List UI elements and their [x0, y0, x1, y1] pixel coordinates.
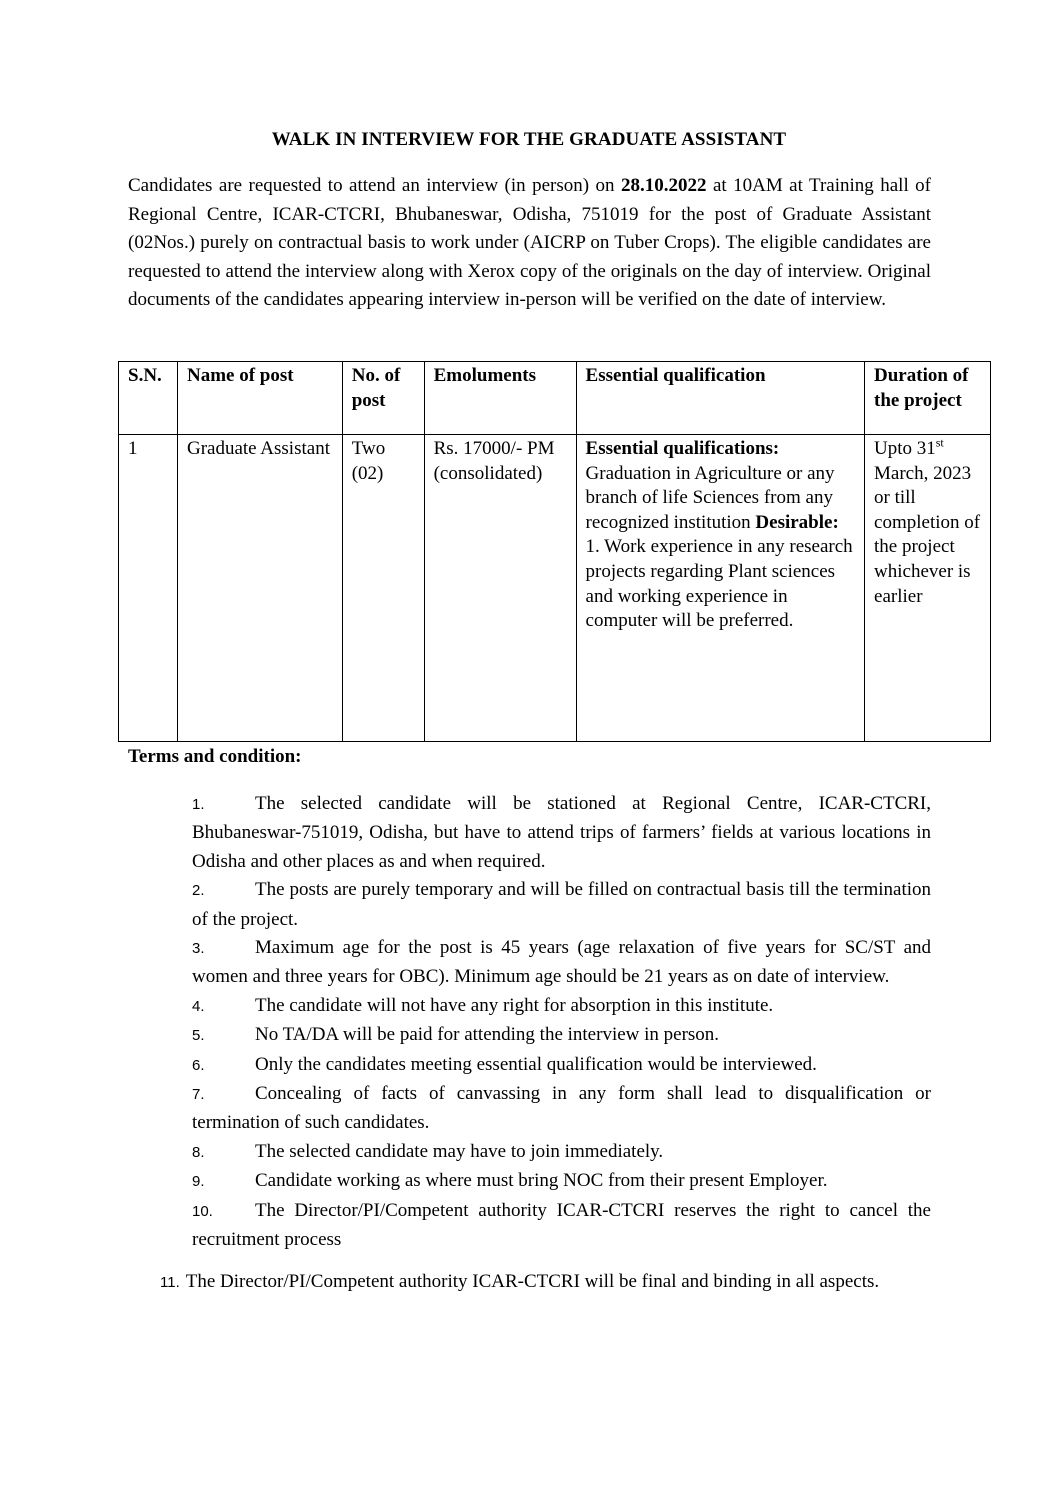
intro-text-1: Candidates are requested to attend an interview (in person) on: [128, 175, 621, 196]
header-name-of-post: Name of post: [177, 362, 342, 435]
term-number: 8.: [192, 1143, 205, 1161]
list-item: [192, 934, 931, 992]
list-item: [192, 876, 931, 934]
term-number: 4.: [192, 997, 205, 1015]
header-qualification: Essential qualification: [576, 362, 865, 435]
document-title: WALK IN INTERVIEW FOR THE GRADUATE ASSISTANT: [271, 129, 787, 150]
intro-text-2: at 10AM at Training hall of Regional Centre, ICAR-CTCRI, Bhubaneswar, Odisha, 751019 for the post of Graduate Assistant (02Nos.) purely on contractual basis to work under (AICRP on Tuber Crops). The eligible candidates are requested to attend the interview along with Xerox copy of the originals on the day of interview. Original documents of the candidates appearing interview in-person will be verified on the date of interview.: [128, 175, 932, 311]
term-number: 1.: [192, 796, 205, 813]
list-item: [192, 1197, 931, 1255]
cell-name-of-post: Graduate Assistant: [177, 435, 342, 742]
term-text: The selected candidate may have to join immediately.: [255, 1140, 664, 1162]
cell-qualification: [576, 435, 865, 742]
list-item: [192, 1021, 931, 1050]
cell-duration: [865, 435, 991, 742]
header-sn: S.N.: [119, 362, 178, 435]
term-number: 5.: [192, 1027, 205, 1045]
desirable-text: 1. Work experience in any research projects regarding Plant sciences and working experience in computer will be preferred.: [585, 536, 853, 632]
qualification-text: Graduation in Agriculture or any branch of life Sciences from any recognized institution: [585, 462, 835, 533]
interview-date: 28.10.2022: [620, 175, 707, 196]
list-item: [192, 1167, 931, 1196]
terms-list: [192, 790, 931, 1255]
term-number: 10.: [192, 1202, 213, 1220]
term-number: 3.: [192, 940, 205, 958]
list-item: [192, 992, 931, 1021]
duration-pre: Upto 31: [874, 438, 936, 459]
terms-heading: Terms and condition:: [128, 746, 302, 767]
term-text: The Director/PI/Competent authority ICAR-CTCRI reserves the right to cancel the recruitment process: [192, 1199, 931, 1251]
intro-paragraph: [128, 172, 931, 315]
term-number: 2.: [192, 882, 205, 900]
header-emoluments: Emoluments: [424, 362, 576, 435]
table-header-row: [119, 362, 991, 435]
term-text: The candidate will not have any right for absorption in this institute.: [255, 994, 774, 1016]
term-number: 7.: [192, 1086, 205, 1104]
term-text: Only the candidates meeting essential qualification would be interviewed.: [255, 1053, 817, 1075]
list-item: [192, 1080, 931, 1138]
cell-no-of-post: Two (02): [342, 435, 424, 742]
table-row: [119, 435, 991, 742]
term-text: Concealing of facts of canvassing in any form shall lead to disqualification or termination of such candidates.: [192, 1083, 931, 1134]
term-text: The selected candidate will be stationed at Regional Centre, ICAR-CTCRI, Bhubaneswar-751019, Odisha, but have to attend trips of farmers’ fields at various locations in Odisha and other places as and when required.: [192, 793, 931, 872]
term-text: The Director/PI/Competent authority ICAR-CTCRI will be final and binding in all aspects.: [185, 1271, 880, 1292]
duration-sup: st: [935, 435, 944, 450]
qualification-label: Essential qualifications:: [585, 438, 780, 459]
cell-emoluments: Rs. 17000/- PM (consolidated): [424, 435, 576, 742]
cell-sn: 1: [119, 435, 178, 742]
term-number: 9.: [192, 1173, 205, 1191]
posts-table: [118, 361, 991, 742]
term-text: Maximum age for the post is 45 years (age relaxation of five years for SC/ST and women and three years for OBC). Minimum age should be 21 years as on date of interview.: [192, 937, 931, 988]
term-text: Candidate working as where must bring NOC from their present Employer.: [255, 1170, 828, 1192]
term-number: 11.: [160, 1274, 180, 1291]
term-number: 6.: [192, 1056, 205, 1074]
term-text: No TA/DA will be paid for attending the interview in person.: [255, 1024, 720, 1046]
header-no-of-post: No. of post: [342, 362, 424, 435]
list-item: [192, 1051, 931, 1080]
header-duration: Duration of the project: [865, 362, 991, 435]
list-item: [192, 790, 931, 876]
duration-post: March, 2023 or till completion of the project whichever is earlier: [874, 462, 981, 607]
list-item: [192, 1138, 931, 1167]
term-text: The posts are purely temporary and will be filled on contractual basis till the termination of the project.: [192, 879, 931, 930]
list-item-final: [160, 1268, 931, 1297]
desirable-label: Desirable:: [755, 511, 839, 533]
